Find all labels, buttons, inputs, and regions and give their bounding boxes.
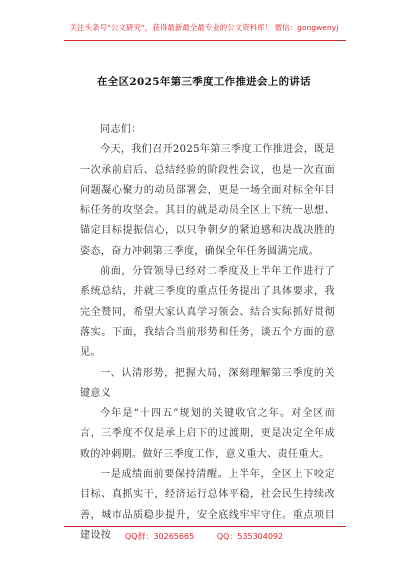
document-title: 在全区2025年第三季度工作推进会上的讲话 xyxy=(97,76,311,88)
footer-divider xyxy=(64,526,346,527)
promo-banner: 关注头条号“公文研究”，获得最新最全最专业的公文资料库！ 微信：gongwenyj xyxy=(69,23,339,32)
contact-footer xyxy=(0,531,408,542)
paragraph-situation: 今年是“十四五”规划的关键收官之年。对全区而言，三季度不仅是承上启下的过渡期，更是决定全年成败的冲刺期。做好三季度工作，意义重大、责任重大。 xyxy=(80,408,335,460)
paragraph-point-1: 一是成绩面前要保持清醒。上半年，全区上下咬定目标、真抓实干，经济运行总体平稳，社会民生持续改善，城市品质稳步提升，安全底线牢牢守住。重点项目建设按 xyxy=(80,469,335,541)
section-heading-1: 一、认清形势，把握大局，深刻理解第三季度的关键意义 xyxy=(80,367,335,399)
qq-number: QQ：535304092 xyxy=(216,532,284,541)
qq-group-number: QQ群：30265665 xyxy=(124,532,195,541)
paragraph-intro: 今天，我们召开2025年第三季度工作推进会，既是一次承前启后、总结经验的阶段性会议，也是一次直面问题凝心聚力的动员部署会，更是一场全面对标全年目标任务的攻坚会。其目的就是动员全区上下统一思想、锚定目标提振信心，以只争朝夕的紧迫感和决战决胜的姿态，奋力冲刺第三季度，确保全年任务圆满完成。 xyxy=(80,144,336,257)
header-divider xyxy=(64,40,346,41)
salutation: 同志们： xyxy=(100,124,142,135)
paragraph-overview: 前面，分管领导已经对二季度及上半年工作进行了系统总结，并就三季度的重点任务提出了具体要求，我完全赞同，希望大家认真学习领会、结合实际抓好贯彻落实。下面，我结合当前形势和任务，谈五个方面的意见。 xyxy=(80,266,335,359)
document-body xyxy=(80,120,335,546)
